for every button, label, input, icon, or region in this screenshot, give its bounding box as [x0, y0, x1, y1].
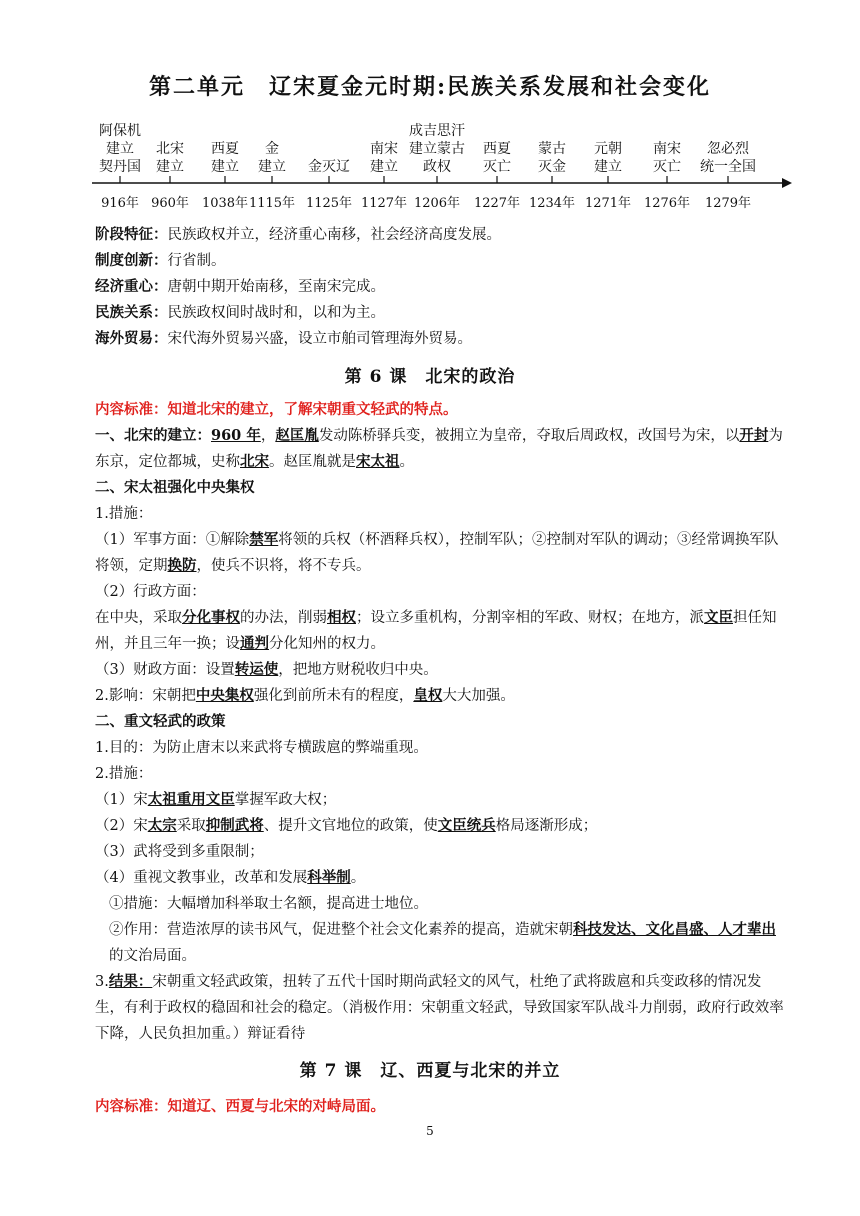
timeline-event-label: 北宋 建立 [156, 141, 184, 175]
timeline-year: 1038年 [201, 196, 249, 211]
timeline-year: 916年 [101, 196, 139, 211]
summary-line: 阶段特征：民族政权并立，经济重心南移，社会经济高度发展。 [95, 226, 501, 243]
timeline-year: 960年 [151, 196, 189, 211]
summary-line: 民族关系：民族政权间时战时和，以和为主。 [95, 304, 385, 321]
military-measures: （1）军事方面：①解除禁军将领的兵权（杯酒释兵权），控制军队；②控制对军队的调动；③经常调换军队将领，定期换防，使兵不识将，将不专兵。 [95, 531, 779, 574]
measure-2: （2）宋太宗采取抑制武将、提升文官地位的政策，使文臣统兵格局逐渐形成； [95, 817, 598, 834]
summary-line: 海外贸易：宋代海外贸易兴盛，设立市舶司管理海外贸易。 [95, 330, 472, 347]
section-centralization-heading: 二、宋太祖强化中央集权 [95, 479, 255, 496]
unit-summary [95, 222, 785, 352]
purpose: 1.目的：为防止唐末以来武将专横跋扈的弊端重现。 [95, 740, 428, 756]
timeline-year: 1227年 [473, 196, 521, 211]
section-civil-policy-heading: 二、重文轻武的政策 [95, 713, 226, 730]
timeline-event-label: 南宋 灭亡 [653, 141, 681, 175]
timeline [92, 112, 792, 212]
unit-title: 第二单元 辽宋夏金元时期:民族关系发展和社会变化 [148, 74, 712, 100]
timeline-event-label: 元朝 建立 [594, 141, 622, 175]
timeline-year: 1115年 [248, 196, 296, 211]
lesson6-body [95, 397, 785, 1047]
timeline-year: 1125年 [305, 196, 353, 211]
timeline-year: 1206年 [413, 196, 461, 211]
measure-3: （3）武将受到多重限制； [95, 844, 264, 860]
result: 3.结果：宋朝重文轻武政策，扭转了五代十国时期尚武轻文的风气，杜绝了武将跋扈和兵变政移的情况发生，有利于政权的稳固和社会的稳定。（消极作用：宋朝重文轻武，导致国家军队战斗力削弱，政府行政效率下降，人民负担加重。）辩证看待 [95, 973, 784, 1042]
summary-line: 制度创新：行省制。 [95, 252, 226, 269]
timeline-year: 1279年 [704, 196, 752, 211]
timeline-event-label: 忽必烈 统一全国 [700, 141, 756, 175]
admin-measures: 在中央，采取分化事权的办法，削弱相权；设立多重机构，分割宰相的军政、财权；在地方，派文臣担任知州，并且三年一换；设通判分化知州的权力。 [95, 609, 777, 652]
timeline-event-label: 蒙古 灭金 [538, 141, 566, 175]
measures-label: 1.措施： [95, 506, 153, 522]
content-standard: 内容标准：知道北宋的建立，了解宋朝重文轻武的特点。 [95, 401, 458, 418]
timeline-event-label: 阿保机 建立 契丹国 [99, 123, 141, 175]
page-number: 5 [426, 1124, 434, 1138]
measure-4: （4）重视文教事业，改革和发展科举制。 [95, 869, 366, 886]
content-standard: 内容标准：知道辽、西夏与北宋的对峙局面。 [95, 1098, 385, 1115]
summary-line: 经济重心：唐朝中期开始南移，至南宋完成。 [95, 278, 385, 295]
impact: 2.影响：宋朝把中央集权强化到前所未有的程度，皇权大大加强。 [95, 687, 515, 704]
measure-4a: ①措施：大幅增加科举取士名额，提高进士地位。 [109, 896, 428, 912]
timeline-event-label: 金灭辽 [308, 159, 350, 175]
measures-label: 2.措施： [95, 766, 153, 782]
timeline-event-label: 西夏 灭亡 [483, 141, 511, 175]
timeline-year: 1234年 [528, 196, 576, 211]
timeline-event-label: 成吉思汗 建立蒙古 政权 [409, 123, 465, 175]
measure-1: （1）宋太祖重用文臣掌握军政大权； [95, 791, 337, 808]
lesson6-title: 第 6 课 北宋的政治 [344, 367, 516, 387]
timeline-year: 1276年 [643, 196, 691, 211]
timeline-event-label: 南宋 建立 [370, 141, 398, 175]
timeline-year: 1127年 [360, 196, 408, 211]
timeline-event-label: 金 建立 [258, 141, 286, 175]
timeline-event-label: 西夏 建立 [211, 141, 239, 175]
lesson7-title: 第 7 课 辽、西夏与北宋的并立 [299, 1061, 561, 1081]
finance-measures: （3）财政方面：设置转运使，把地方财税收归中央。 [95, 661, 438, 678]
admin-heading: （2）行政方面： [95, 584, 206, 600]
measure-4b: ②作用：营造浓厚的读书风气，促进整个社会文化素养的提高，造就宋朝科技发达、文化昌盛、人才辈出的文治局面。 [109, 921, 776, 964]
timeline-year: 1271年 [584, 196, 632, 211]
section-founding: 一、北宋的建立：960 年，赵匡胤发动陈桥驿兵变，被拥立为皇帝，夺取后周政权，改国号为宋，以开封为东京，定位都城，史称北宋。赵匡胤就是宋太祖。 [95, 427, 783, 470]
lesson7-body [95, 1094, 785, 1120]
